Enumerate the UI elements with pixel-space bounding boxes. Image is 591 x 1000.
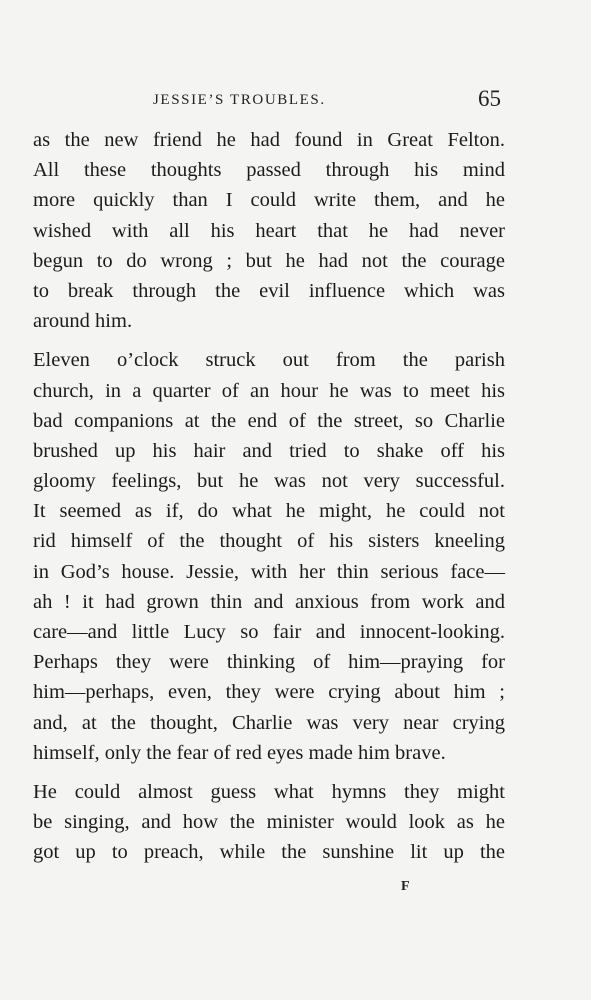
text-line: Perhaps they were thinking of him—praying for <box>33 651 505 674</box>
text-line: gloomy feelings, but he was not very successful. <box>33 470 505 493</box>
text-line: himself, only the fear of red eyes made him brave. <box>33 741 446 764</box>
text-line: care—and little Lucy so fair and innocent-looking. <box>33 621 505 643</box>
text-line: bad companions at the end of the street, so Charlie <box>33 409 505 432</box>
paragraph-gap <box>33 768 505 777</box>
text-line: rid himself of the thought of his sisters kneeling <box>33 530 505 553</box>
text-line: brushed up his hair and tried to shake off his <box>33 439 505 462</box>
text-line: wished with all his heart that he had never <box>33 219 505 242</box>
paragraph-1 <box>33 125 505 336</box>
running-head <box>0 86 591 116</box>
text-line: church, in a quarter of an hour he was to meet his <box>33 379 505 402</box>
body-text <box>33 125 505 868</box>
text-line: and, at the thought, Charlie was very near crying <box>33 711 505 734</box>
text-line: around him. <box>33 310 133 333</box>
text-line: Eleven o’clock struck out from the parish <box>33 349 505 372</box>
running-title: JESSIE’S TROUBLES. <box>153 92 326 108</box>
text-line: got up to preach, while the sunshine lit up the <box>33 841 505 864</box>
text-line: as the new friend he had found in Great Felton. <box>33 129 505 151</box>
text-line: He could almost guess what hymns they might <box>33 780 505 803</box>
text-line: to break through the evil influence which was <box>33 279 505 302</box>
text-line: begun to do wrong ; but he had not the courage <box>33 249 505 272</box>
signature-mark: F <box>401 879 410 894</box>
text-line: in God’s house. Jessie, with her thin serious face— <box>33 560 505 583</box>
text-line: be singing, and how the minister would look as he <box>33 811 505 834</box>
paragraph-2 <box>33 345 505 768</box>
text-line: him—perhaps, even, they were crying about him ; <box>33 681 505 704</box>
text-line: ah ! it had grown thin and anxious from work and <box>33 590 505 613</box>
page-number: 65 <box>478 86 501 111</box>
paragraph-3 <box>33 777 505 868</box>
text-line: All these thoughts passed through his mind <box>33 159 505 182</box>
text-line: more quickly than I could write them, and he <box>33 189 505 212</box>
text-line: It seemed as if, do what he might, he could not <box>33 500 505 523</box>
paragraph-gap <box>33 336 505 345</box>
